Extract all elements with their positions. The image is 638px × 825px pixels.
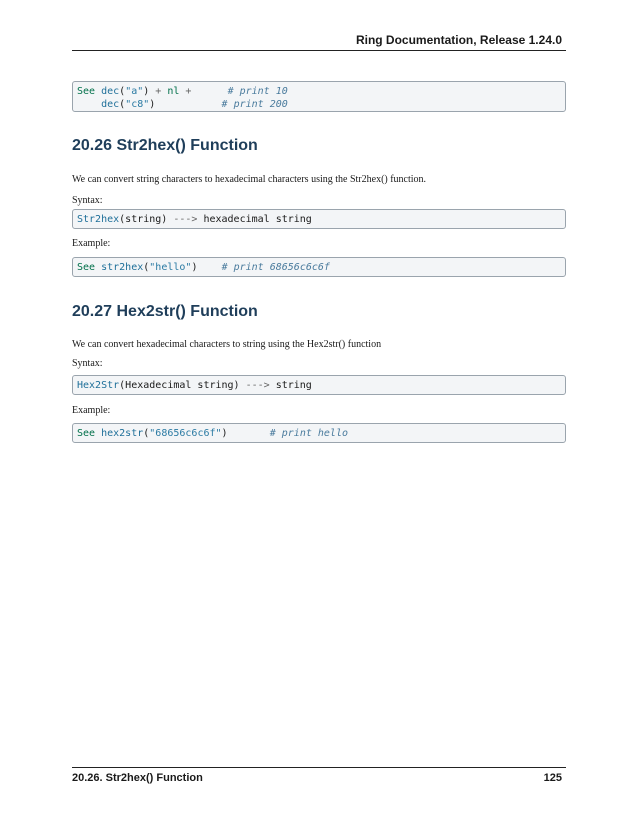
code-string: "a" — [125, 86, 144, 97]
code-block-hex2str-syntax: Hex2Str(Hexadecimal string) ---> string — [72, 375, 566, 395]
code-comment: # print hello — [269, 428, 348, 439]
page-number: 125 — [543, 772, 562, 784]
running-header-title: Ring Documentation, Release 1.24.0 — [355, 33, 562, 47]
syntax-label: Syntax: — [72, 358, 103, 369]
code-keyword: See — [77, 428, 96, 439]
example-label: Example: — [72, 238, 111, 249]
footer-section-title: 20.26. Str2hex() Function — [72, 772, 203, 784]
code-keyword: See — [77, 262, 96, 273]
example-label: Example: — [72, 405, 111, 416]
section-heading-str2hex: 20.26 Str2hex() Function — [72, 137, 258, 154]
syntax-label: Syntax: — [72, 195, 103, 206]
code-string: "c8" — [125, 99, 150, 110]
code-block-dec-example: See dec("a") + nl + # print 10 dec("c8") # print 200 — [72, 81, 566, 112]
code-comment: # print 200 — [221, 99, 288, 110]
code-block-hex2str-example: See hex2str("68656c6c6f") # print hello — [72, 423, 566, 443]
section-intro-hex2str: We can convert hexadecimal characters to string using the Hex2str() function — [72, 339, 382, 350]
code-function: Hex2Str — [77, 380, 120, 391]
section-heading-hex2str: 20.27 Hex2str() Function — [72, 303, 258, 320]
code-keyword: See — [77, 86, 96, 97]
footer-divider — [72, 767, 566, 768]
code-function: Str2hex — [77, 214, 120, 225]
code-function: dec — [101, 99, 120, 110]
code-string: "hello" — [149, 262, 192, 273]
code-keyword: nl — [167, 86, 180, 97]
header-divider — [72, 50, 566, 51]
code-function: str2hex — [101, 262, 144, 273]
code-comment: # print 10 — [227, 86, 288, 97]
code-comment: # print 68656c6c6f — [221, 262, 330, 273]
code-block-str2hex-example: See str2hex("hello") # print 68656c6c6f — [72, 257, 566, 277]
code-block-str2hex-syntax: Str2hex(string) ---> hexadecimal string — [72, 209, 566, 229]
code-function: dec — [101, 86, 120, 97]
code-string: "68656c6c6f" — [149, 428, 222, 439]
code-function: hex2str — [101, 428, 144, 439]
section-intro-str2hex: We can convert string characters to hexadecimal characters using the Str2hex() function. — [72, 174, 427, 185]
